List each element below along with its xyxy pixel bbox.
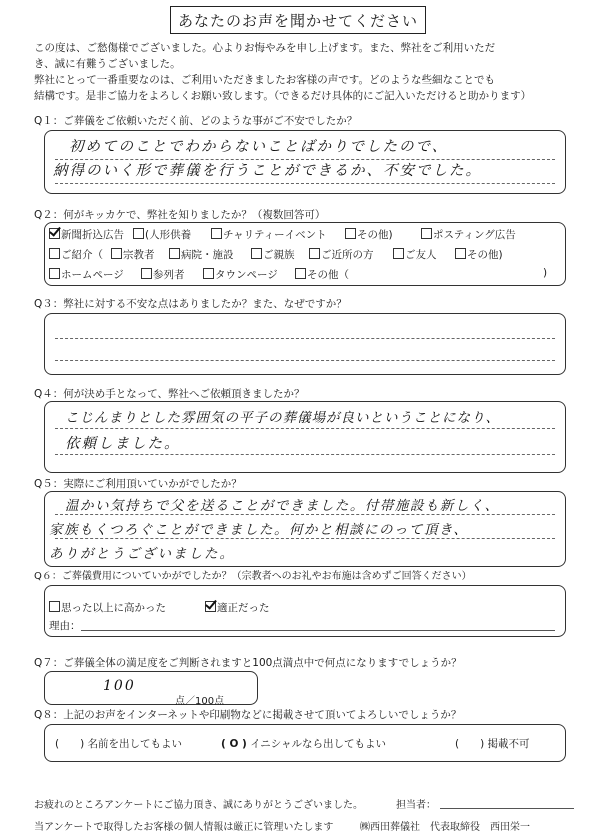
checkbox-icon	[295, 268, 306, 279]
q3-answer-box[interactable]	[44, 313, 566, 375]
q5-answer-line: 家族もくつろぐことができました。何かと相談にのって頂き、	[49, 522, 469, 538]
q4-answer-line: 依頼しました。	[65, 436, 181, 452]
checkbox-icon	[141, 268, 152, 279]
q6-answer-box	[44, 585, 566, 637]
reason-field[interactable]	[81, 630, 555, 631]
answer-rule	[55, 338, 555, 339]
q2-label: Q２：何がキッカケで、弊社を知りましたか？（複数回答可）	[34, 209, 326, 221]
footer-staff-label: 担当者：	[396, 800, 436, 811]
staff-field[interactable]	[440, 808, 574, 809]
option-homepage[interactable]: ホームページ	[49, 267, 124, 282]
answer-rule	[55, 428, 555, 429]
option-initials-ok[interactable]: ( O ) イニシャルなら出してもよい	[221, 738, 387, 750]
option-charity-event[interactable]: チャリティーイベント	[211, 227, 327, 242]
selection-mark: ( )	[55, 738, 85, 750]
option-hospital[interactable]: 病院・施設	[169, 247, 234, 262]
q1-answer-line: 納得のいく形で葬儀を行うことができるか、不安でした。	[53, 163, 482, 179]
score-unit: 点／100点	[175, 696, 225, 707]
checkbox-icon	[111, 248, 122, 259]
option-name-ok[interactable]: ( ) 名前を出してもよい	[55, 738, 183, 750]
form-title: あなたのお声を聞かせてください	[170, 6, 426, 34]
option-other-3[interactable]: その他（	[295, 267, 349, 282]
q5-label: Q５：実際にご利用頂いていかがでしたか？	[34, 478, 242, 490]
footer-privacy: 当アンケートで取得したお客様の個人情報は厳正に管理いたします	[34, 822, 334, 833]
footer-thanks: お疲れのところアンケートにご協力頂き、誠にありがとうございました。	[34, 800, 363, 811]
answer-rule	[55, 538, 555, 539]
checkbox-icon	[49, 268, 60, 279]
answer-rule	[55, 454, 555, 455]
option-newspaper-insert[interactable]: 新聞折込広告	[49, 227, 124, 242]
intro-line: き、誠に有難うございました。	[34, 58, 181, 70]
option-posting-ad[interactable]: ポスティング広告	[421, 227, 516, 242]
option-more-expensive[interactable]: 思った以上に高かった	[49, 600, 166, 615]
option-referral[interactable]: ご紹介（	[49, 247, 103, 262]
intro-line: 弊社にとって一番重要なのは、ご利用いただきましたお客様の声です。どのような些細なことでも	[34, 74, 495, 86]
option-other-2[interactable]: その他)	[455, 247, 503, 262]
checkbox-icon	[211, 228, 222, 239]
q1-answer-line: 初めてのことでわからないことばかりでしたので、	[69, 139, 449, 155]
checkbox-icon	[49, 248, 60, 259]
score-value: 100	[103, 678, 136, 694]
q7-label: Q７：ご葬儀全体の満足度をご判断されますと100点満点中で何点になりますでしょうか？	[34, 657, 462, 669]
reason-label: 理由：	[49, 620, 81, 632]
q4-label: Q４：何が決め手となって、弊社へご依頼頂きましたか？	[34, 388, 305, 400]
selection-mark: ( )	[455, 738, 485, 750]
checkbox-icon	[455, 248, 466, 259]
q1-label: Q１：ご葬儀をご依頼いただく前、どのような事がご不安でしたか？	[34, 115, 358, 127]
close-paren: )	[543, 267, 548, 279]
option-neighbors[interactable]: ご近所の方	[309, 247, 374, 262]
option-attendee[interactable]: 参列者	[141, 267, 185, 282]
checkbox-icon	[309, 248, 320, 259]
option-reasonable[interactable]: 適正だった	[205, 600, 270, 615]
intro-text	[34, 40, 574, 104]
q3-label: Q３：弊社に対する不安な点はありましたか？また、なぜですか？	[34, 298, 347, 310]
q8-answer-box	[44, 724, 566, 762]
option-religious[interactable]: 宗教者	[111, 247, 155, 262]
checkbox-icon	[49, 228, 60, 239]
q5-answer-line: 温かい気持ちで父を送ることができました。付帯施設も新しく、	[65, 498, 500, 514]
q6-label: Q６：ご葬儀費用についていかがでしたか？（宗教者へのお礼やお布施は含めずご回答ください）	[34, 571, 472, 582]
q1-answer-box[interactable]	[44, 130, 566, 194]
q2-options-box	[44, 222, 566, 286]
checkbox-icon	[205, 601, 216, 612]
answer-rule	[55, 514, 555, 515]
option-friends[interactable]: ご友人	[393, 247, 437, 262]
option-not-allowed[interactable]: ( ) 掲載不可	[455, 738, 530, 750]
intro-line: この度は、ご愁傷様でございました。心よりお悔やみを申し上げます。また、弊社をご利用いただ	[34, 42, 496, 54]
q4-answer-line: こじんまりとした雰囲気の平子の葬儀場が良いということになり、	[65, 410, 500, 426]
answer-rule	[55, 360, 555, 361]
checkbox-icon	[49, 601, 60, 612]
intro-line: 結構です。是非ご協力をよろしくお願い致します。（できるだけ具体的にご記入いただけると助かります）	[34, 90, 532, 102]
answer-rule	[55, 183, 555, 184]
q5-answer-box[interactable]	[44, 491, 566, 567]
checkbox-icon	[393, 248, 404, 259]
option-doll-memorial[interactable]: (人形供養	[133, 227, 191, 242]
checkbox-icon	[345, 228, 356, 239]
checkbox-icon	[421, 228, 432, 239]
selection-mark: ( O )	[221, 738, 247, 750]
option-townpage[interactable]: タウンページ	[203, 267, 278, 282]
footer-company: ㈱西田葬儀社 代表取締役 西田栄一	[360, 822, 530, 833]
checkbox-icon	[203, 268, 214, 279]
checkbox-icon	[251, 248, 262, 259]
q4-answer-box[interactable]	[44, 401, 566, 473]
q8-label: Q８：上記のお声をインターネットや印刷物などに掲載させて頂いてよろしいでしょうか？	[34, 709, 462, 721]
checkbox-icon	[133, 228, 144, 239]
q5-answer-line: ありがとうございました。	[49, 546, 235, 562]
option-relatives[interactable]: ご親族	[251, 247, 295, 262]
checkbox-icon	[169, 248, 180, 259]
q7-score-box[interactable]	[44, 671, 258, 705]
option-other-1[interactable]: その他)	[345, 227, 393, 242]
